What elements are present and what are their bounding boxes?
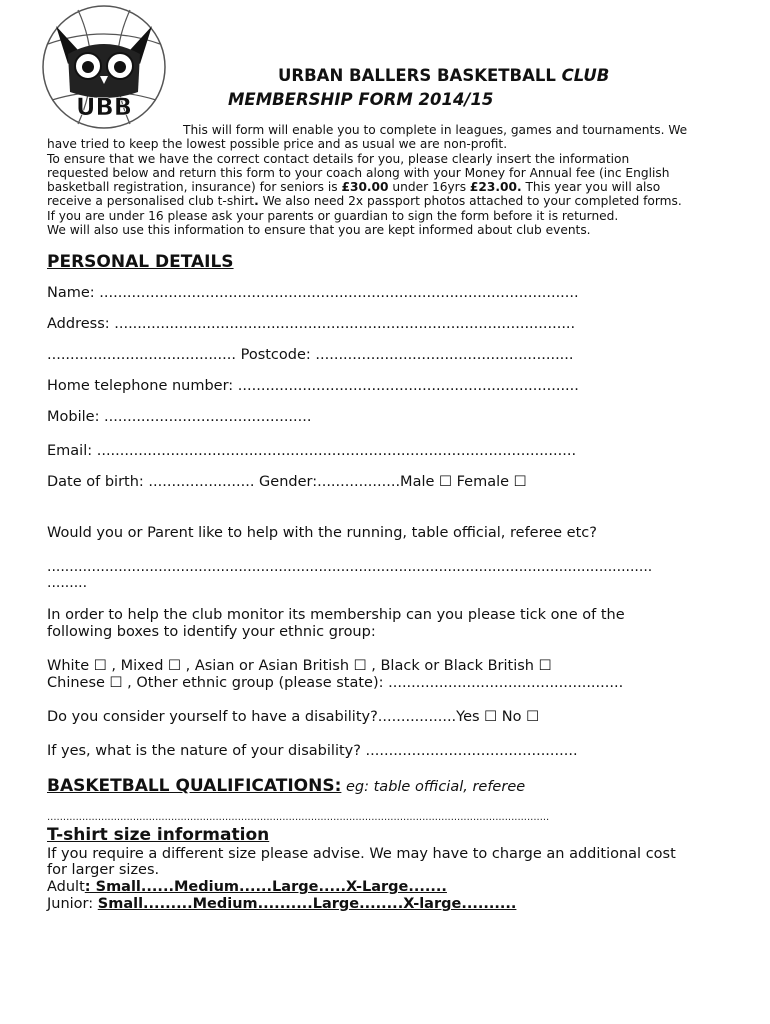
name-field[interactable]: Name: ........................................................................................................: [47, 285, 579, 301]
intro-line: [47, 194, 723, 208]
adult-label: Adult: [47, 879, 85, 895]
title-prefix: URBAN BALLERS BASKETBALL: [278, 66, 562, 85]
title-club: CLUB: [561, 66, 610, 85]
personal-details-heading: PERSONAL DETAILS: [47, 252, 234, 272]
postcode-field[interactable]: Postcode: ........................................................: [240, 347, 574, 363]
junior-label: Junior:: [47, 896, 98, 912]
disability-nature-field[interactable]: If yes, what is the nature of your disability? ..............................................: [47, 743, 578, 759]
email-field[interactable]: Email: ........................................................................................................: [47, 443, 577, 459]
fee-text: This year you will also: [521, 180, 661, 195]
intro-line: To ensure that we have the correct contact details for you, please clearly insert the information: [47, 151, 630, 166]
intro-line-fees: [47, 180, 723, 194]
intro-line: If you are under 16 please ask your parents or guardian to sign the form before it is returned.: [47, 208, 619, 223]
address-postcode-row: [47, 347, 574, 363]
fee-text: under 16yrs: [388, 180, 470, 195]
intro-line: requested below and return this form to your coach along with your Money for Annual fee (inc English: [47, 165, 670, 180]
junior-sizes[interactable]: Small.........Medium..........Large........X-large..........: [97, 896, 517, 912]
tshirt-info: If you require a different size please advise. We may have to charge an additional cost: [47, 846, 676, 862]
help-answer-field[interactable]: ........................................................................................................................................: [47, 559, 653, 575]
mobile-field[interactable]: Mobile: .............................................: [47, 409, 312, 425]
intro-line: This will form will enable you to complete in leagues, games and tournaments. We: [183, 123, 688, 137]
intro-line: have tried to keep the lowest possible price and as usual we are non-profit.: [47, 137, 508, 152]
address-line2-field[interactable]: .........................................: [47, 347, 241, 363]
ethnic-options-cont[interactable]: Chinese ☐ , Other ethnic group (please state): ...................................................: [47, 675, 624, 691]
tshirt-info-cont: for larger sizes.: [47, 862, 160, 878]
photo-text: We also need 2x passport photos attached to your completed forms.: [258, 194, 682, 209]
adult-sizes-row: [47, 879, 447, 895]
fee-text: basketball registration, insurance) for seniors is: [47, 180, 342, 195]
ethnic-intro-cont: following boxes to identify your ethnic group:: [47, 624, 376, 640]
club-logo: [38, 4, 170, 130]
disability-question[interactable]: Do you consider yourself to have a disability?.................Yes ☐ No ☐: [47, 709, 540, 725]
ethnic-options[interactable]: White ☐ , Mixed ☐ , Asian or Asian British ☐ , Black or Black British ☐: [47, 658, 552, 674]
home-phone-field[interactable]: Home telephone number: ..........................................................................: [47, 378, 579, 394]
intro-line: We will also use this information to ensure that you are kept informed about club events.: [47, 223, 591, 238]
adult-sizes[interactable]: : Small......Medium......Large.....X-Large.......: [84, 879, 447, 895]
ethnic-intro: In order to help the club monitor its membership can you please tick one of the: [47, 607, 625, 623]
intro-paragraph: [47, 123, 723, 237]
qualifications-row: [47, 776, 525, 796]
junior-sizes-row: [47, 896, 516, 912]
address-field[interactable]: Address: ....................................................................................................: [47, 316, 576, 332]
help-question: Would you or Parent like to help with the running, table official, referee etc?: [47, 525, 597, 541]
junior-fee: £23.00.: [469, 180, 522, 195]
tshirt-dot: .: [254, 194, 259, 209]
tshirt-heading: T-shirt size information: [47, 825, 270, 845]
help-answer-field-cont[interactable]: .........: [47, 575, 88, 591]
form-title: [278, 66, 609, 85]
qualifications-example: eg: table official, referee: [341, 779, 526, 795]
logo-text: UBB: [75, 93, 133, 121]
qualifications-heading: BASKETBALL QUALIFICATIONS:: [47, 776, 342, 796]
dob-gender-field[interactable]: Date of birth: ....................... Gender:..................Male ☐ Female ☐: [47, 474, 527, 490]
senior-fee: £30.00: [341, 180, 389, 195]
tshirt-text: receive a personalised club t-shirt: [47, 194, 255, 209]
qualifications-field[interactable]: ..............................................................................................................................................................: [47, 812, 550, 823]
form-subtitle: MEMBERSHIP FORM 2014/15: [228, 90, 494, 109]
